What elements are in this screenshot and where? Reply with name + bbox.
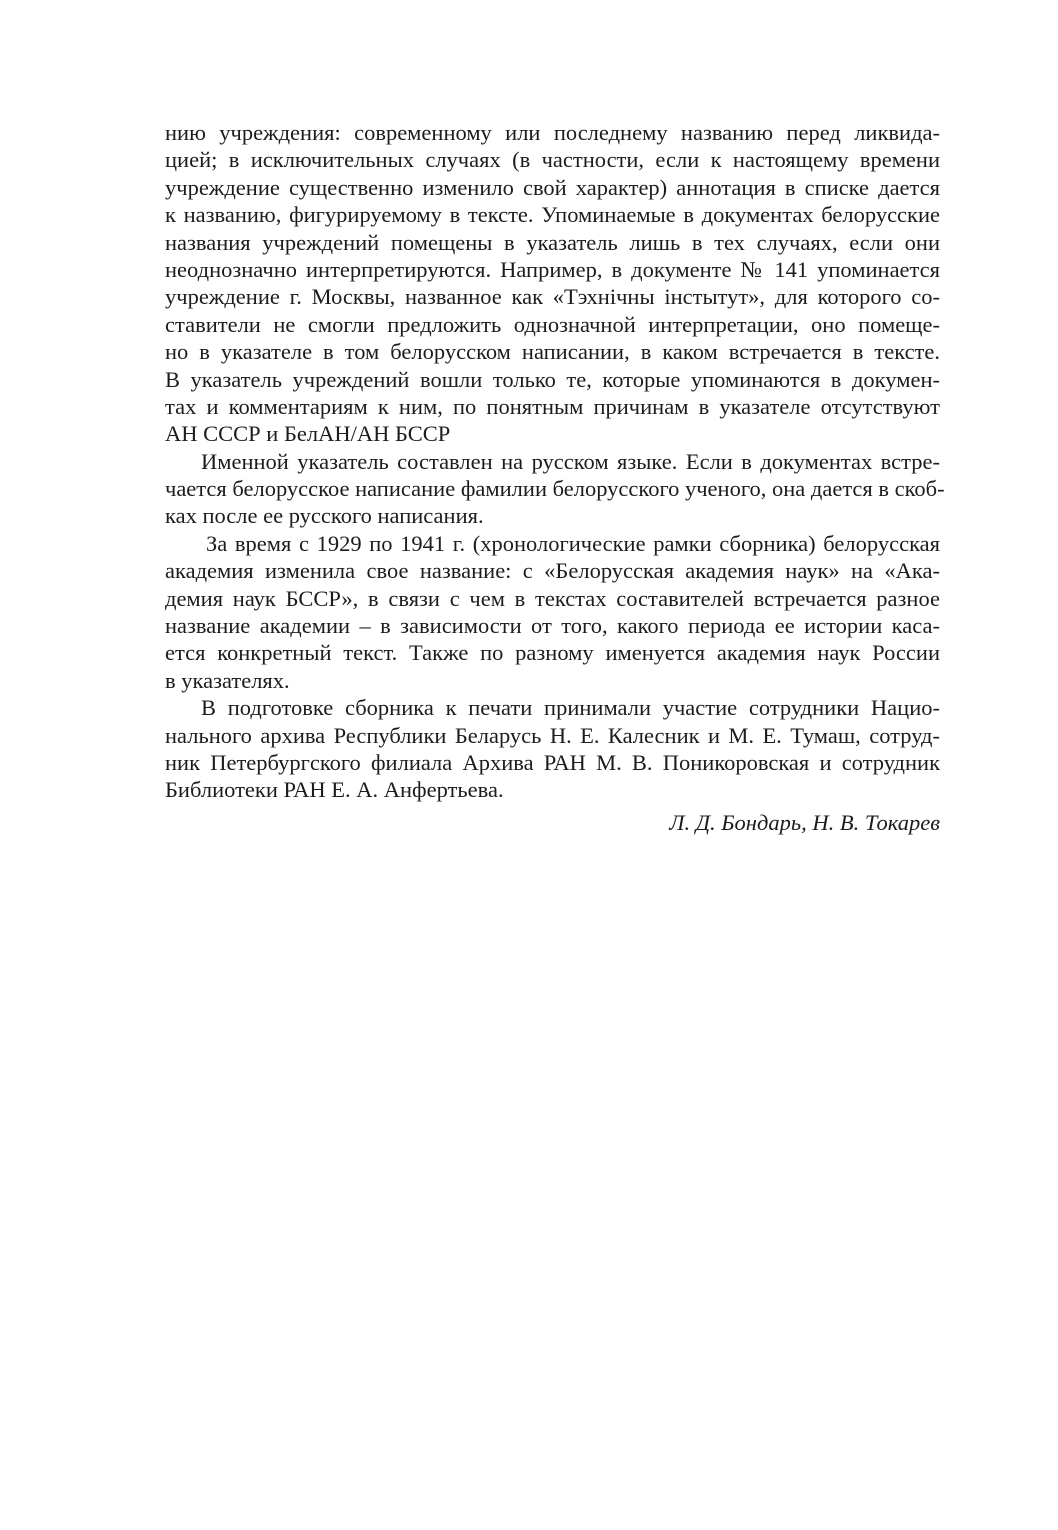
text-line: За время с 1929 по 1941 г. (хронологические рамки сборника) белорусская <box>206 530 940 556</box>
text-line: ставители не смогли предложить однозначной интерпретации, оно помеще- <box>165 311 940 337</box>
text-line: цией; в исключительных случаях (в частности, если к настоящему времени <box>165 147 940 173</box>
text-line: название академии – в зависимости от того, какого периода ее истории каса- <box>165 613 940 639</box>
text-line: академия изменила свое название: с «Белорусская академия наук» на «Ака- <box>165 558 940 584</box>
text-line: в указателях. <box>165 667 290 693</box>
text-line: нию учреждения: современному или последнему названию перед ликвида- <box>165 120 940 145</box>
paragraph-1 <box>165 119 940 448</box>
text-line: но в указателе в том белорусском написании, в каком встречается в тексте. <box>165 339 940 365</box>
text-line: Именной указатель составлен на русском языке. Если в документах встре- <box>201 448 940 474</box>
text-line: В подготовке сборника к печати принимали участие сотрудники Нацио- <box>201 695 940 721</box>
text-line: чается белорусское написание фамилии белорусского ученого, она дается в скоб- <box>165 476 945 502</box>
body-text <box>165 119 945 836</box>
text-line: неоднозначно интерпретируются. Например, в документе № 141 упоминается <box>165 256 940 282</box>
text-line: демия наук БССР», в связи с чем в текстах составителей встречается разное <box>165 585 940 611</box>
paragraph-4 <box>165 694 940 804</box>
text-line: Библиотеки РАН Е. А. Анфертьева. <box>165 777 504 803</box>
text-line: ник Петербургского филиала Архива РАН М. В. Поникоровская и сотрудник <box>165 749 940 775</box>
paragraph-2 <box>165 448 945 530</box>
text-line: названия учреждений помещены в указатель лишь в тех случаях, если они <box>165 229 940 255</box>
text-line: к названию, фигурируемому в тексте. Упоминаемые в документах белорусские <box>165 202 940 228</box>
paragraph-3 <box>165 530 940 694</box>
text-line: ках после ее русского написания. <box>165 503 484 529</box>
text-line: ется конкретный текст. Также по разному именуется академия наук России <box>165 640 940 666</box>
text-line: АН СССР и БелАН/АН БССР <box>165 421 451 447</box>
author-signature: Л. Д. Бондарь, Н. В. Токарев <box>669 809 940 835</box>
text-line: учреждение существенно изменило свой характер) аннотация в списке дается <box>165 174 940 200</box>
text-line: учреждение г. Москвы, названное как «Тэхнiчны iнстытут», для которого со- <box>165 284 940 310</box>
text-line: нального архива Республики Беларусь Н. Е. Калесник и М. Е. Тумаш, сотруд- <box>165 722 940 748</box>
text-line: тах и комментариям к ним, по понятным причинам в указателе отсутствуют <box>165 393 940 419</box>
text-line: В указатель учреждений вошли только те, которые упоминаются в докумен- <box>165 366 940 392</box>
